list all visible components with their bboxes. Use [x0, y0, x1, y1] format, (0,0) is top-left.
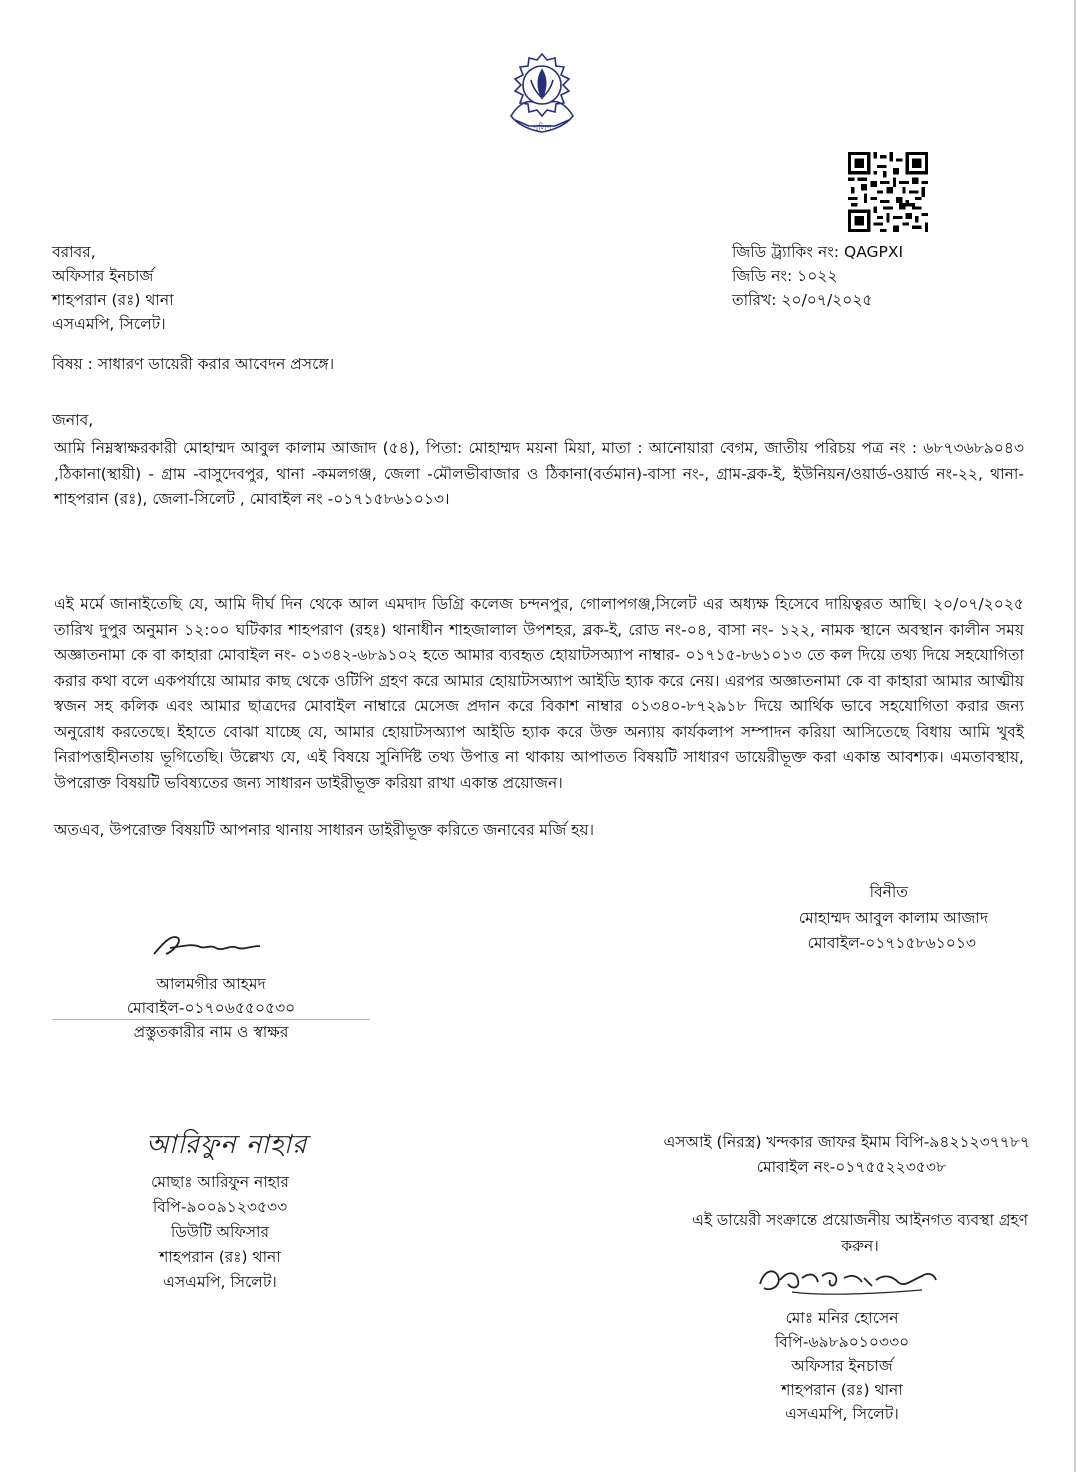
oc-name: মোঃ মনির হোসেন	[785, 1309, 899, 1327]
gd-date: তারিখ: ২০/০৭/২০২৫	[732, 291, 873, 309]
applicant-mobile: মোবাইল-০১৭১৫৮৬১০১৩	[807, 934, 976, 952]
instruction-line-2: করুন।	[841, 1237, 879, 1255]
page-edge	[1074, 0, 1076, 1472]
addressee-line-3: শাহপরান (রঃ) থানা	[52, 291, 174, 309]
applicant-name: মোহাম্মদ আবুল কালাম আজাদ	[798, 909, 988, 927]
emblem-text: পুলিশ	[532, 123, 552, 132]
oc-bp: বিপি-৬৯৮৯০১০৩৩০	[774, 1333, 910, 1351]
body-paragraph: এই মর্মে জানাইতেছি যে, আমি দীর্ঘ দিন থেকে আল এমদাদ ডিগ্রি কলেজ চন্দনপুর, গোলাপগঞ্জ,সিলেট এর অধ্যক্ষ হিসেবে দায়িত্বরত আছি। ২০/০৭/২০২৫ তারিখ দুপুর অনুমান ১২:০০ ঘটিকার শাহপরাণ (রহঃ) থানাধীন শাহজালাল উপশহর, ব্লক-ই, রোড নং-০৪, বাসা নং- ১২২, নামক স্থানে অবস্থান কালীন সময় অজ্ঞাতনামা কে বা কাহারা মোবাইল নং- ০১৩৪২-৬৮৯১০২ হতে আমার ব্যবহৃত হোয়াটসঅ্যাপ নাম্বার- ০১৭১৫-৮৬১০১৩ তে কল দিয়ে তথ্য দিয়ে সহযোগিতা করার কথা বলে একপর্যায়ে আমার কাছ থেকে ওটিপি গ্রহণ করে আমার হোয়াটসঅ্যাপ আইডি হ্যাক করে নেয়। এরপর অজ্ঞাতনামা কে বা কাহারা আমার আত্মীয় স্বজন সহ কলিক এবং আমার ছাত্রদের মোবাইল নাম্বারে মেসেজ প্রদান করে বিকাশ নাম্বার ০১৩৪০-৮৭২৯১৮ দিয়ে আর্থিক ভাবে সহযোগিতা করার জন্য অনুরোধ করতেছে। ইহাতে বোঝা যাচ্ছে যে, আমার হোয়াটসঅ্যাপ আইডি হ্যাক করে উক্ত অন্যায় কার্যকলাপ সম্পাদন করিয়া আসিতেছে বিধায় আমি খুবই নিরাপত্তাহীনতায় ভূগিতেছি। উল্লেখ্য যে, এই বিষয়ে সুনির্দিষ্ট তথ্য উপাত্ত না থাকায় আপাতত বিষয়টি সাধারণ ডায়েরীভূক্ত করা একান্ত আবশ্যক। এমতাবস্থায়, উপরোক্ত বিষয়টি ভবিষ্যতের জন্য সাধারন ডাইরীভূক্ত করিয়া রাখা একান্ত প্রয়োজন।	[54, 595, 1024, 792]
duty-officer-name: মোছাঃ আরিফুন নাহার	[151, 1173, 289, 1191]
qr-code-icon[interactable]	[848, 152, 928, 232]
addressee-line-4: এসএমপি, সিলেট।	[52, 315, 166, 333]
intro-paragraph: আমি নিম্নস্বাক্ষরকারী মোহাম্মদ আবুল কালাম আজাদ (৫৪), পিতা: মোহাম্মদ ময়না মিয়া, মাতা : আনোয়ারা বেগম, জাতীয় পরিচয় পত্র নং : ৬৮৭৩৬৮৯০৪৩ ,ঠিকানা(স্থায়ী) - গ্রাম -বাসুদেবপুর, থানা -কমলগঞ্জ, জেলা -মৌলভীবাজার ও ঠিকানা(বর্তমান)-বাসা নং-, গ্রাম-ব্লক-ই, ইউনিয়ন/ওয়ার্ড-ওয়ার্ড নং-২২, থানা-শাহপরান (রঃ), জেলা-সিলেট , মোবাইল নং -০১৭১৫৮৬১০১৩।	[54, 439, 1024, 508]
duty-officer-signature-image: আরিফুন নাহার	[146, 1130, 308, 1160]
applicant-valediction: বিনীত	[869, 883, 908, 901]
police-emblem-icon	[503, 50, 581, 142]
assigned-officer-mobile: মোবাইল নং-০১৭৫৫২২৩৫৩৮	[756, 1158, 946, 1176]
addressee-line-1: বরাবর,	[52, 243, 96, 261]
preparer-name: আলমগীর আহমদ	[156, 975, 266, 993]
instruction-line-1: এই ডায়েরী সংক্রান্তে প্রয়োজনীয় আইনগত ব্যবস্থা গ্রহণ	[692, 1211, 1028, 1229]
gd-number: জিডি নং: ১০২২	[732, 267, 838, 285]
oc-unit: এসএমপি, সিলেট।	[785, 1405, 899, 1423]
assigned-officer-line-1: এসআই (নিরস্ত্র) খন্দকার জাফর ইমাম বিপি-৯৪২১২৩৭৭৮৭	[663, 1133, 1030, 1151]
officer-in-charge-signature-image	[752, 1262, 942, 1298]
subject-line: বিষয় : সাধারণ ডায়েরী করার আবেদন প্রসঙ্গে।	[52, 355, 335, 373]
preparer-signature-image	[150, 930, 270, 962]
addressee-line-2: অফিসার ইনচার্জ	[52, 267, 154, 285]
duty-officer-bp: বিপি-৯০০৯১২৩৫৩৩	[152, 1198, 288, 1216]
oc-designation: অফিসার ইনচার্জ	[791, 1357, 893, 1375]
preparer-caption: প্রস্তুতকারীর নাম ও স্বাক্ষর	[133, 1023, 289, 1041]
oc-station: শাহপরান (রঃ) থানা	[781, 1381, 903, 1399]
preparer-mobile: মোবাইল-০১৭০৬৫৫০৫৩০	[126, 999, 296, 1017]
duty-officer-unit: এসএমপি, সিলেট।	[163, 1273, 277, 1291]
closing-paragraph: অতএব, উপরোক্ত বিষয়টি আপনার থানায় সাধারন ডাইরীভূক্ত করিতে জনাবের মর্জি হয়।	[54, 821, 595, 839]
gd-tracking-number: জিডি ট্র্যাকিং নং: QAGPXI	[732, 243, 904, 261]
duty-officer-station: শাহপরান (রঃ) থানা	[159, 1248, 281, 1266]
salutation: জনাব,	[52, 411, 94, 429]
duty-officer-designation: ডিউটি অফিসার	[170, 1223, 270, 1241]
